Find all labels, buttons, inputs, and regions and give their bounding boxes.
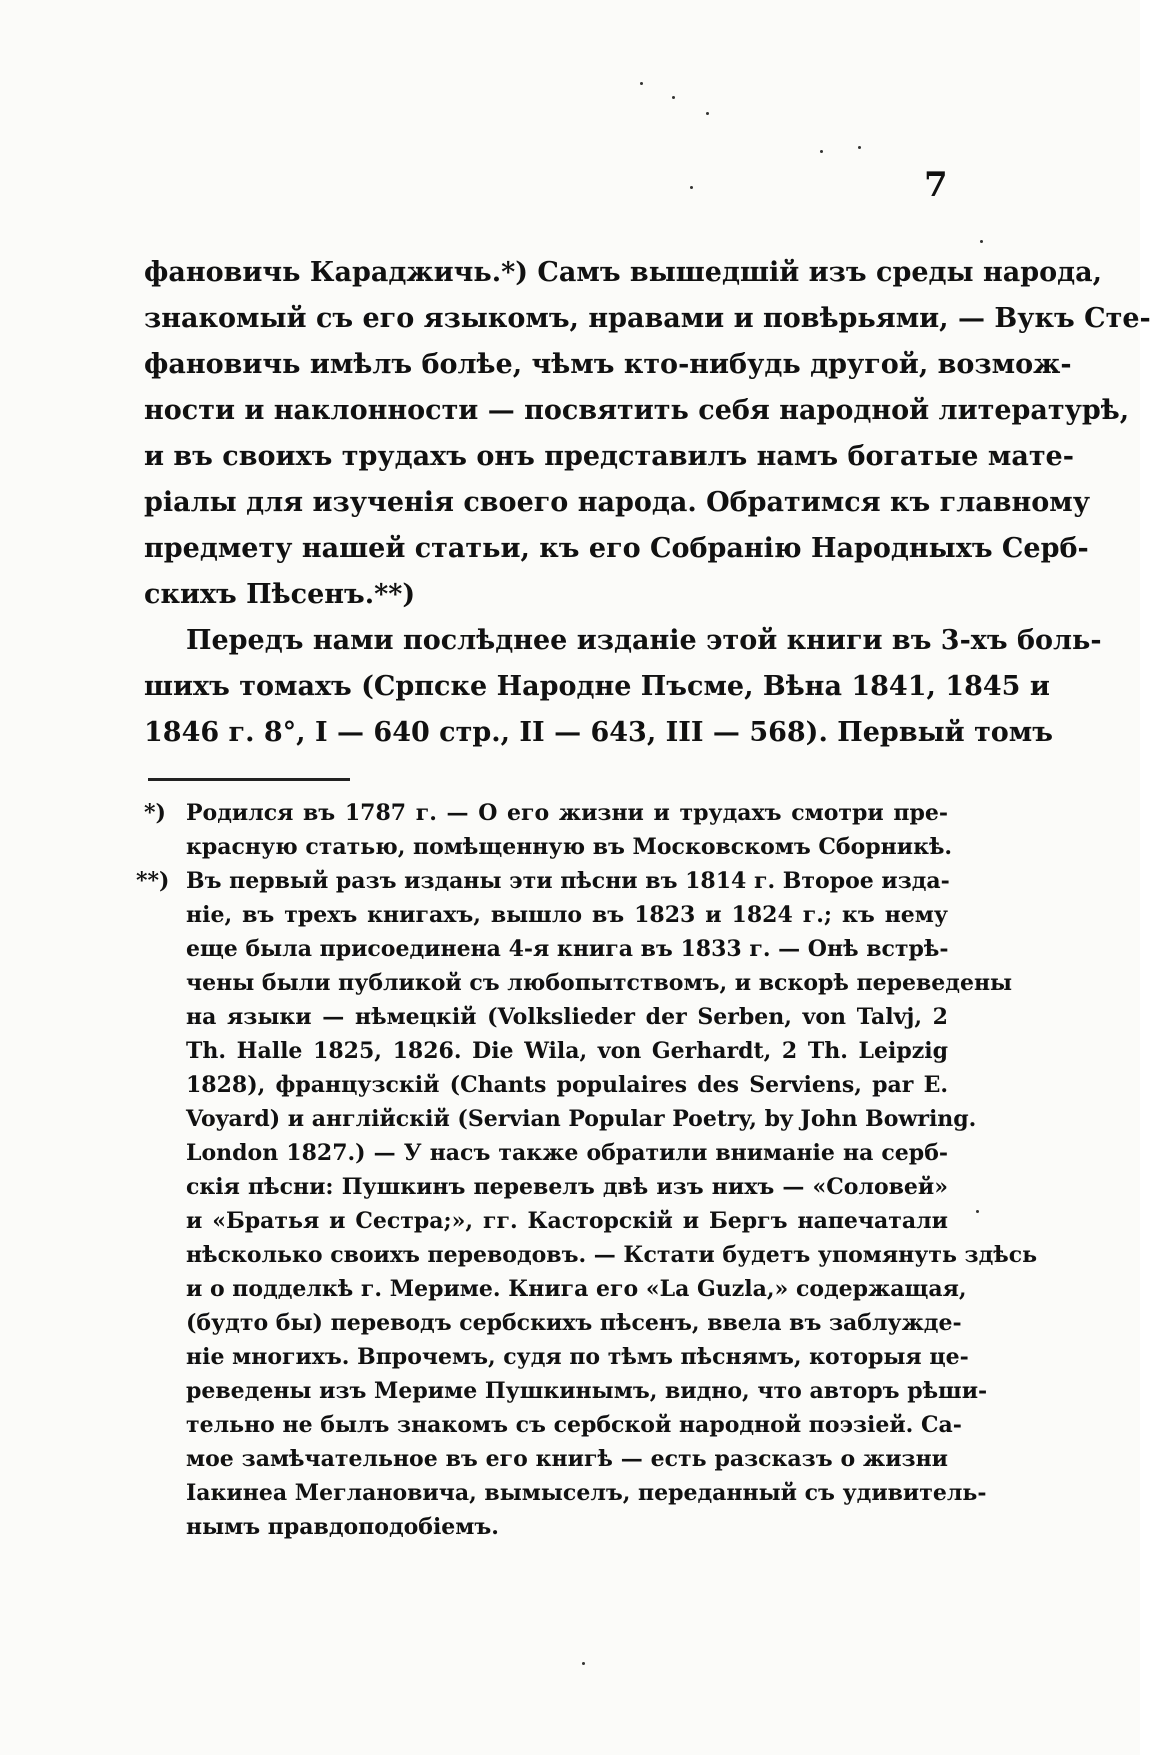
- footnote-line: чены были публикой съ любопытствомъ, и вскорѣ переведены: [186, 970, 1013, 996]
- footnote-line: ніе многихъ. Впрочемъ, судя по тѣмъ пѣснямъ, которыя це-: [186, 1344, 969, 1370]
- footnote-marker: *): [144, 800, 166, 826]
- text-line: фановичь имѣлъ болѣе, чѣмъ кто-нибудь другой, возмож-: [144, 349, 1072, 380]
- footnote-marker: **): [136, 868, 170, 894]
- footnote-line: London 1827.) — У насъ также обратили вниманіе на серб-: [186, 1140, 948, 1166]
- scan-speck: [640, 82, 643, 85]
- footnote-line: и о подделкѣ г. Мериме. Книга его «La Guzla,» содержащая,: [186, 1276, 967, 1302]
- text-line: и въ своихъ трудахъ онъ представилъ намъ богатые мате-: [144, 441, 1074, 472]
- text-line: ности и наклонности — посвятить себя народной литературѣ,: [144, 395, 1130, 426]
- footnotes: [136, 796, 1038, 1544]
- footnote-line: нѣсколько своихъ переводовъ. — Кстати будетъ упомянуть здѣсь: [186, 1242, 1038, 1268]
- text-line: Передъ нами послѣднее изданіе этой книги въ 3-хъ боль-: [186, 625, 1102, 656]
- footnote-line: Родился въ 1787 г. — О его жизни и трудахъ смотри пре-: [186, 800, 948, 826]
- scan-speck: [976, 1210, 979, 1213]
- footnote-line: красную статью, помѣщенную въ Московскомъ Сборникѣ.: [186, 834, 953, 860]
- scan-speck: [582, 1662, 585, 1665]
- footnote-line: (будто бы) переводъ сербскихъ пѣсенъ, ввела въ заблужде-: [186, 1310, 962, 1336]
- footnote-1: [144, 796, 953, 864]
- main-text: [144, 250, 1151, 756]
- footnote-line: мое замѣчательное въ его книгѣ — есть разсказъ о жизни: [186, 1446, 948, 1472]
- footnote-line: Th. Halle 1825, 1826. Die Wila, von Gerhardt, 2 Th. Leipzig: [186, 1038, 948, 1064]
- footnote-line: реведены изъ Мериме Пушкинымъ, видно, что авторъ рѣши-: [186, 1378, 988, 1404]
- scan-speck: [820, 150, 823, 153]
- text-line: фановичь Караджичь.*) Самъ вышедшій изъ среды народа,: [144, 257, 1103, 288]
- scan-speck: [706, 112, 709, 115]
- text-line: ріалы для изученія своего народа. Обратимся къ главному: [144, 487, 1090, 518]
- footnote-line: Іакинеа Меглановича, вымыселъ, переданный съ удивитель-: [186, 1480, 987, 1506]
- footnote-line: ніе, въ трехъ книгахъ, вышло въ 1823 и 1824 г.; къ нему: [186, 902, 948, 928]
- footnote-line: скія пѣсни: Пушкинъ перевелъ двѣ изъ нихъ — «Соловей»: [186, 1174, 948, 1200]
- footnote-2: [136, 864, 1038, 1544]
- scan-speck: [858, 146, 861, 149]
- footnote-divider: [148, 778, 350, 781]
- footnote-line: еще была присоединена 4-я книга въ 1833 г. — Онѣ встрѣ-: [186, 936, 949, 962]
- footnote-line: Voyard) и англійскій (Servian Popular Poetry, by John Bowring.: [186, 1106, 977, 1132]
- footnote-line: нымъ правдоподобіемъ.: [186, 1514, 499, 1540]
- text-line: предмету нашей статьи, къ его Собранію Народныхъ Серб-: [144, 533, 1089, 564]
- footnote-line: 1828), французскій (Chants populaires des Serviens, par E.: [186, 1072, 948, 1098]
- footnote-line: Въ первый разъ изданы эти пѣсни въ 1814 г. Второе изда-: [186, 868, 950, 894]
- footnote-line: тельно не былъ знакомъ съ сербской народной поэзіей. Са-: [186, 1412, 962, 1438]
- scan-speck: [980, 240, 983, 243]
- scan-speck: [672, 96, 675, 99]
- text-line: скихъ Пѣсенъ.**): [144, 579, 416, 610]
- text-line: знакомый съ его языкомъ, нравами и повѣрьями, — Вукъ Сте-: [144, 303, 1151, 334]
- text-line: шихъ томахъ (Српске Народне Пъсме, Вѣна 1841, 1845 и: [144, 671, 1050, 702]
- text-line: 1846 г. 8°, I — 640 стр., II — 643, III — 568). Первый томъ: [144, 717, 1053, 748]
- scan-speck: [690, 186, 693, 189]
- footnote-line: на языки — нѣмецкій (Volkslieder der Serben, von Talvj, 2: [186, 1004, 948, 1030]
- page-number: 7: [924, 165, 948, 205]
- footnote-line: и «Братья и Сестра;», гг. Касторскій и Бергъ напечатали: [186, 1208, 948, 1234]
